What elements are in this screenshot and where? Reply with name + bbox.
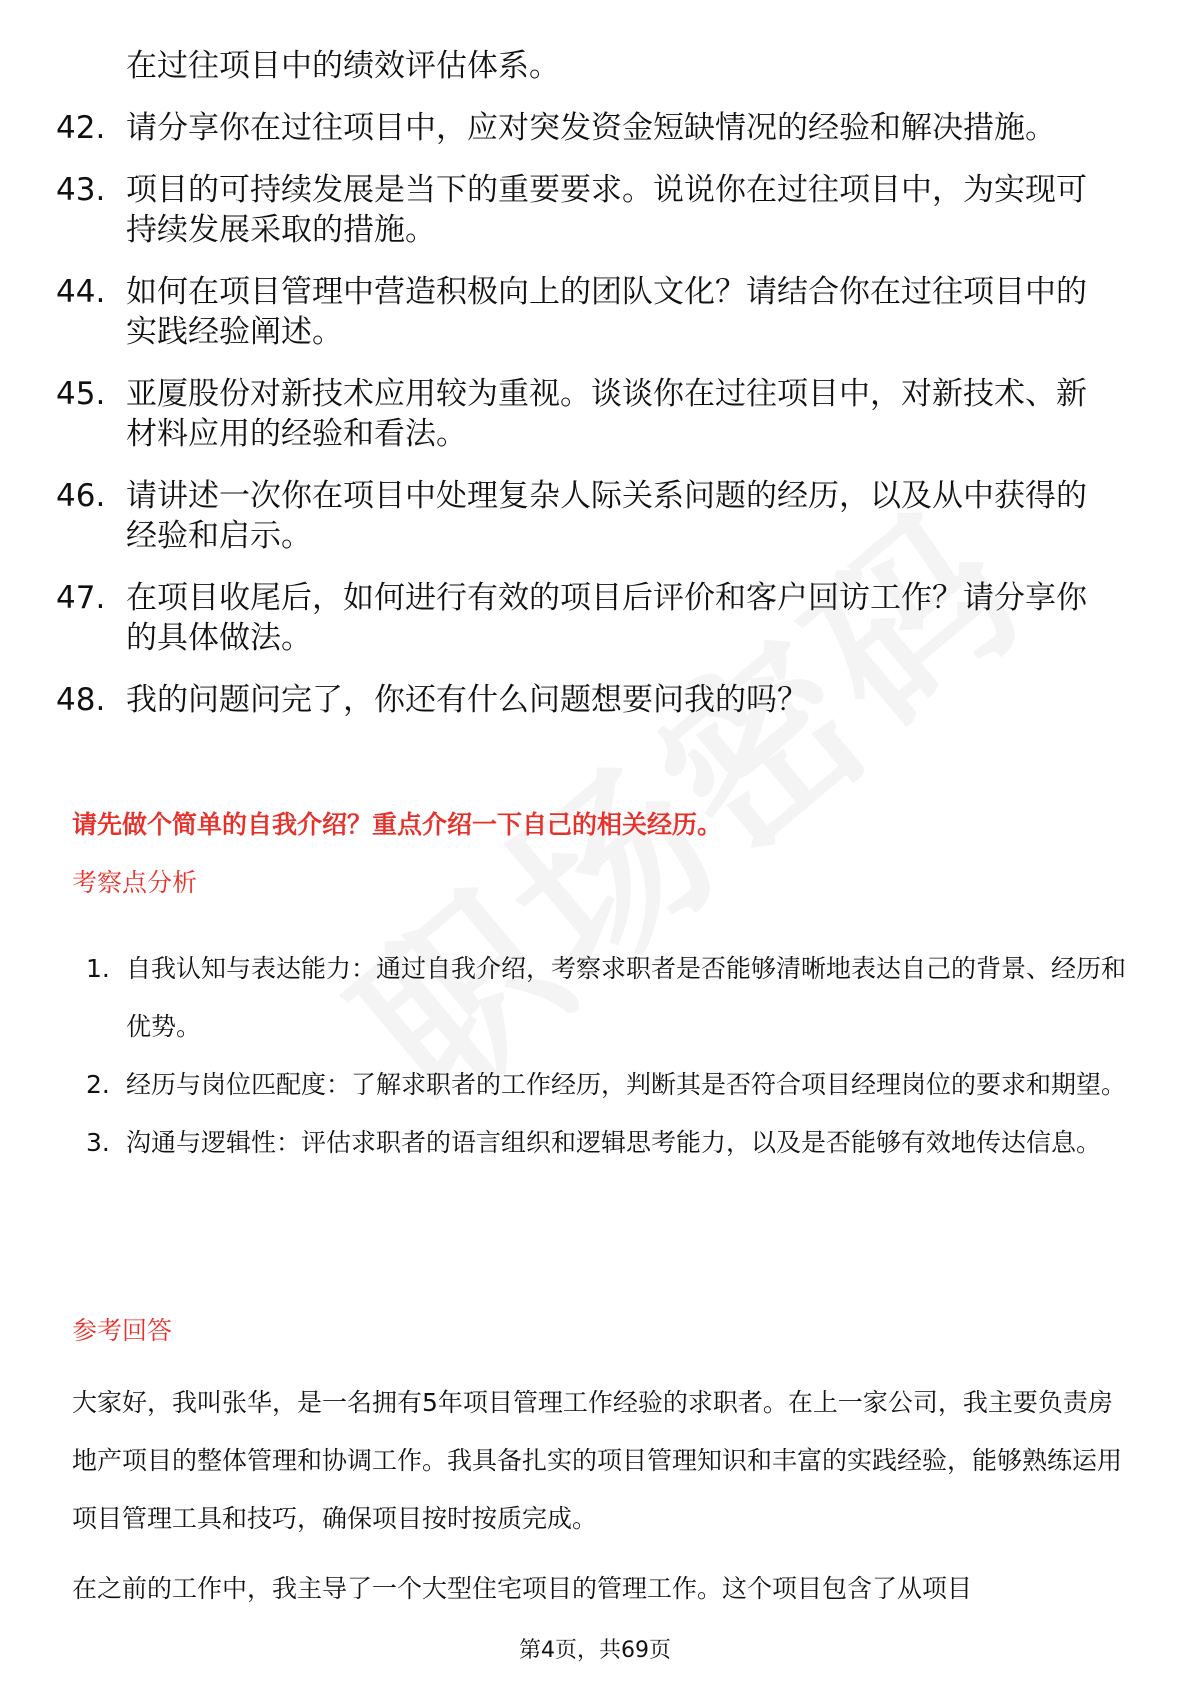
question-number: 42. <box>56 110 106 146</box>
question-text: 项目的可持续发展是当下的重要要求。说说你在过往项目中，为实现可持续发展采取的措施。 <box>126 172 1087 248</box>
question-item-48 <box>56 680 1116 720</box>
question-list <box>56 46 1116 742</box>
question-continuation: 在过往项目中的绩效评估体系。 <box>126 48 560 84</box>
analysis-text: 自我认知与表达能力：通过自我介绍，考察求职者是否能够清晰地表达自己的背景、经历和优势。 <box>126 954 1127 1041</box>
analysis-number: 1. <box>86 954 110 983</box>
analysis-item <box>86 1114 1126 1172</box>
analysis-list <box>86 940 1126 1172</box>
question-text: 请分享你在过往项目中，应对突发资金短缺情况的经验和解决措施。 <box>126 110 1056 146</box>
question-item-47 <box>56 578 1116 658</box>
analysis-text: 经历与岗位匹配度：了解求职者的工作经历，判断其是否符合项目经理岗位的要求和期望。 <box>126 1070 1127 1099</box>
analysis-text: 沟通与逻辑性：评估求职者的语言组织和逻辑思考能力，以及是否能够有效地传达信息。 <box>126 1128 1102 1157</box>
question-item-46 <box>56 476 1116 556</box>
analysis-number: 3. <box>86 1128 110 1157</box>
question-number: 48. <box>56 682 106 718</box>
question-number: 47. <box>56 580 106 616</box>
analysis-number: 2. <box>86 1070 110 1099</box>
answer-paragraph: 在之前的工作中，我主导了一个大型住宅项目的管理工作。这个项目包含了从项目 <box>72 1574 973 1603</box>
question-number: 45. <box>56 376 106 412</box>
answer-heading: 参考回答 <box>72 1316 173 1345</box>
question-text: 如何在项目管理中营造积极向上的团队文化？请结合你在过往项目中的实践经验阐述。 <box>126 274 1087 350</box>
analysis-item <box>86 940 1126 1056</box>
question-number: 44. <box>56 274 106 310</box>
answer-paragraph: 大家好，我叫张华，是一名拥有5年项目管理工作经验的求职者。在上一家公司，我主要负责房地产项目的整体管理和协调工作。我具备扎实的项目管理知识和丰富的实践经验，能够熟练运用项目管理工具和技巧，确保项目按时按质完成。 <box>72 1388 1123 1533</box>
question-item-42 <box>56 108 1116 148</box>
featured-question-title: 请先做个简单的自我介绍？重点介绍一下自己的相关经历。 <box>72 810 723 839</box>
analysis-heading: 考察点分析 <box>72 868 198 897</box>
question-text: 亚厦股份对新技术应用较为重视。谈谈你在过往项目中，对新技术、新材料应用的经验和看法。 <box>126 376 1087 452</box>
question-text: 我的问题问完了，你还有什么问题想要问我的吗？ <box>126 682 808 718</box>
page-footer: 第4页，共69页 <box>519 1638 671 1663</box>
question-number: 43. <box>56 172 106 208</box>
question-number: 46. <box>56 478 106 514</box>
question-item-43 <box>56 170 1116 250</box>
question-text: 请讲述一次你在项目中处理复杂人际关系问题的经历，以及从中获得的经验和启示。 <box>126 478 1087 554</box>
question-item-45 <box>56 374 1116 454</box>
question-text: 在项目收尾后，如何进行有效的项目后评价和客户回访工作？请分享你的具体做法。 <box>126 580 1087 656</box>
question-item-44 <box>56 272 1116 352</box>
analysis-item <box>86 1056 1126 1114</box>
